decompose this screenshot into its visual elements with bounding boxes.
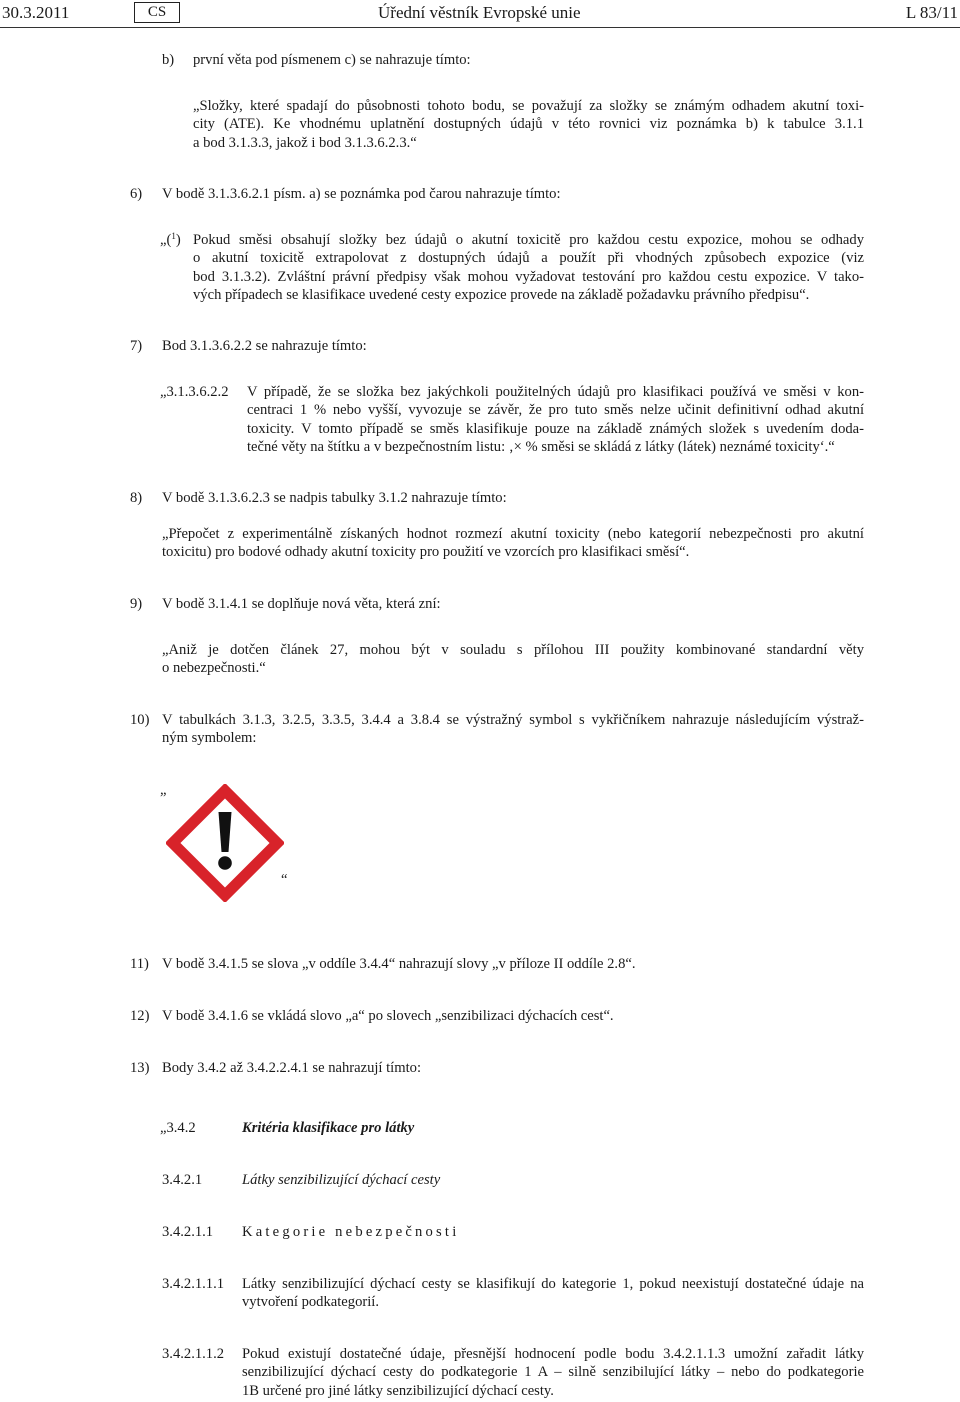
paragraph-line: Látky senzibilizující dýchací cesty se klasifikují do kategorie 1, pokud neexistují dostatečné údaje na — [242, 1276, 864, 1292]
clause-line: tečné věty na štítku a v bezpečnostním listu: ‚× % směsi se skládá z látky (látek) neznámé toxicity‘.“ — [247, 439, 835, 456]
item-10-line: V tabulkách 3.1.3, 3.2.5, 3.3.5, 3.4.4 a 3.8.4 se výstražný symbol s vykřičníkem nahrazuje následujícím výstraž- — [162, 712, 864, 728]
quote-line: „Složky, které spadají do působnosti tohoto bodu, se považují za složky se známým odhadem akutní toxi- — [193, 98, 864, 114]
section-title: Kritéria klasifikace pro látky — [242, 1120, 415, 1136]
clause-number: „3.1.3.6.2.2 — [160, 384, 229, 400]
quote-line: toxicitu) pro bodové odhady akutní toxicity pro použití ve vzorcích pro klasifikaci směsí“. — [162, 544, 690, 561]
item-8-text: V bodě 3.1.3.6.2.3 se nadpis tabulky 3.1.2 nahrazuje tímto: — [162, 490, 507, 506]
item-7-number: 7) — [130, 338, 143, 354]
item-10-text — [162, 711, 864, 748]
item-11-text: V bodě 3.4.1.5 se slova „v oddíle 3.4.4“ nahrazují slovy „v příloze II oddíle 2.8“. — [162, 956, 636, 972]
paragraph-text — [242, 1275, 864, 1312]
footnote-line: vých případech se klasifikace uvedené cesty expozice provede na základě požadavku právního předpisu“. — [193, 287, 810, 304]
header-rule — [0, 27, 960, 28]
item-b-quote — [193, 97, 864, 152]
quote-line: „Přepočet z experimentálně získaných hodnot rozmezí akutní toxicity (nebo kategorií nebezpečnosti pro akutní — [162, 526, 864, 542]
header-date: 30.3.2011 — [2, 3, 70, 22]
language-code-box: CS — [134, 2, 180, 23]
subsection-number: 3.4.2.1 — [162, 1172, 203, 1188]
item-6-text: V bodě 3.1.3.6.2.1 písm. a) se poznámka pod čarou nahrazuje tímto: — [162, 186, 561, 202]
item-9-text: V bodě 3.1.4.1 se doplňuje nová věta, která zní: — [162, 596, 441, 612]
quote-line: „Aniž je dotčen článek 27, mohou být v souladu s přílohou III použity kombinované standardní věty — [162, 642, 864, 658]
item-8-quote — [162, 525, 864, 562]
subsection-title: Látky senzibilizující dýchací cesty — [242, 1172, 441, 1188]
paragraph-text — [242, 1345, 864, 1400]
paragraph-line: vytvoření podkategorií. — [242, 1294, 379, 1311]
item-9-quote — [162, 641, 864, 678]
journal-title: Úřední věstník Evropské unie — [378, 3, 581, 22]
pictogram-open-quote: „ — [160, 782, 167, 798]
item-10-number: 10) — [130, 712, 150, 728]
item-9-number: 9) — [130, 596, 143, 612]
item-7-text: Bod 3.1.3.6.2.2 se nahrazuje tímto: — [162, 338, 367, 354]
quote-line: o nebezpečnosti.“ — [162, 660, 266, 677]
subsection-number: 3.4.2.1.1 — [162, 1224, 214, 1240]
paragraph-number: 3.4.2.1.1.2 — [162, 1346, 225, 1362]
item-b-intro: první věta pod písmenem c) se nahrazuje tímto: — [193, 52, 471, 68]
paragraph-line: 1B určené pro jiné látky senzibilizující dýchací cesty. — [242, 1382, 554, 1399]
footnote-marker: „($^1$) — [160, 231, 181, 248]
item-12-text: V bodě 3.4.1.6 se vkládá slovo „a“ po slovech „senzibilizaci dýchacích cest“. — [162, 1008, 614, 1024]
page-number: L 83/11 — [905, 3, 958, 22]
clause-line: centraci 1 % nebo vyšší, vyvozuje se závěr, že pro tuto směs nelze učinit definitivní odhad akutní — [247, 402, 864, 419]
clause-line: V případě, že se složka bez jakýchkoli použitelných údajů pro klasifikaci používá ve směsi v kon- — [247, 384, 864, 400]
item-8-number: 8) — [130, 490, 143, 506]
item-13-text: Body 3.4.2 až 3.4.2.2.4.1 se nahrazují tímto: — [162, 1060, 421, 1076]
item-12-number: 12) — [130, 1008, 150, 1024]
clause-text — [247, 383, 864, 457]
exclamation-dot — [218, 856, 232, 870]
footnote-text — [193, 231, 864, 305]
paragraph-number: 3.4.2.1.1.1 — [162, 1276, 225, 1292]
quote-line: city (ATE). Ke vhodnému uplatnění dostupných údajů v této rovnici viz poznámka b) k tabulce 3.1.1 — [193, 116, 864, 133]
exclamation-mark-hazard-pictogram — [166, 784, 284, 902]
footnote-line: Pokud směsi obsahují složky bez údajů o akutní toxicitě pro každou cestu expozice, mohou se odhady — [193, 232, 864, 248]
quote-line: a bod 3.1.3.3, jakož i bod 3.1.3.6.2.3.“ — [193, 134, 417, 151]
item-11-number: 11) — [130, 956, 149, 972]
pictogram-close-quote: “ — [281, 872, 288, 888]
item-10-line: ným symbolem: — [162, 730, 257, 747]
footnote-line: o akutní toxicitě extrapolovat z dostupných údajů a použít při vhodných způsobech expozice (viz — [193, 250, 864, 267]
paragraph-line: senzibilizující dýchací cesty do podkategorie 1 A – silně senzibilující látky – nebo do podkategorie — [242, 1364, 864, 1381]
clause-line: toxicity. V tomto případě se směs klasifikuje pouze na základě známých složek s uvedením doda- — [247, 420, 864, 437]
paragraph-line: Pokud existují dostatečné údaje, přesnější hodnocení podle bodu 3.4.2.1.1.3 umožní zařadit látky — [242, 1346, 864, 1362]
section-number: „3.4.2 — [160, 1120, 196, 1136]
item-13-number: 13) — [130, 1060, 150, 1076]
item-b-label: b) — [162, 52, 175, 68]
item-6-number: 6) — [130, 186, 143, 202]
footnote-line: bod 3.1.3.2). Zvláštní právní předpisy však mohou vyžadovat testování pro každou cestu expozice. V tako- — [193, 268, 864, 285]
page-header — [0, 0, 960, 30]
hazard-category-heading: Kategorie nebezpečnosti — [242, 1224, 460, 1240]
